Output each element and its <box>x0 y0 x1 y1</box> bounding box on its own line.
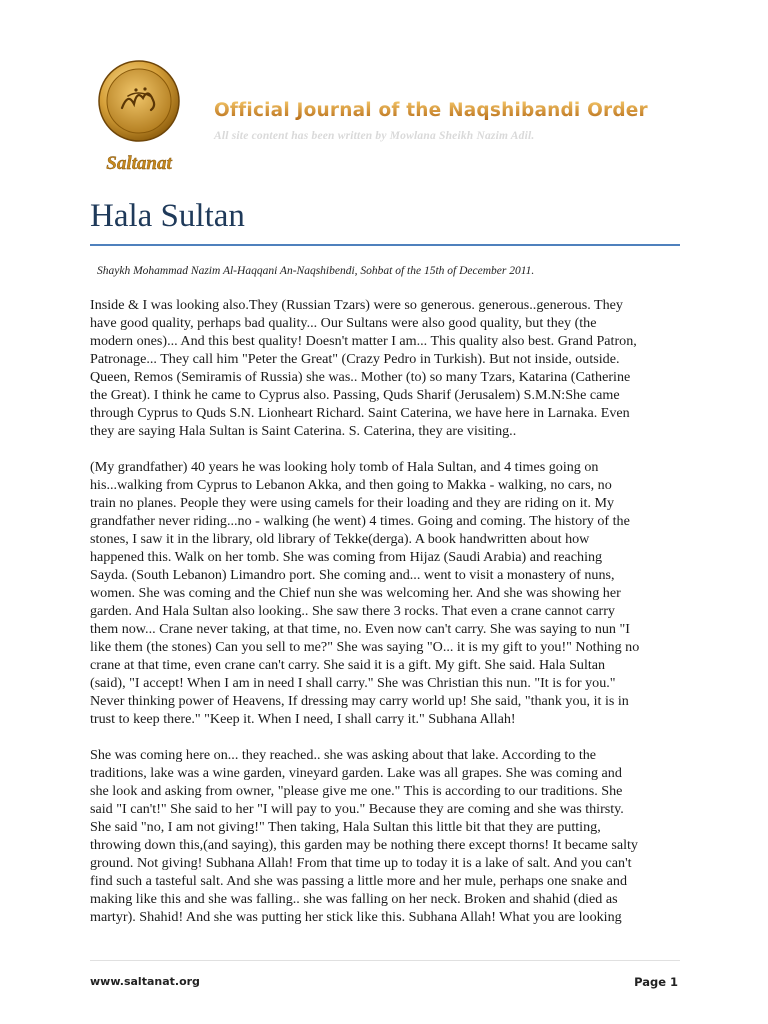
paragraph: (My grandfather) 40 years he was looking holy tomb of Hala Sultan, and 4 times going on his...walking from Cyprus to Lebanon Akka, and then going to Makka - walking, no cars, no train no planes. People they were using camels for their loading and they are riding on it. My grandfather never riding...no - walking (he went) 4 times. Going and coming. The history of the stones, I saw it in the library, old library of Tekke(derga). A book handwritten about how happened this. Walk on her tomb. She was coming from Hijaz (Saudi Arabia) and reaching Sayda. (South Lebanon) Limandro port. She coming and... went to visit a monastery of nuns, women. She was coming and the Chief nun she was welcoming her. And she was showing her garden. And Hala Sultan also looking.. She saw there 3 rocks. That even a crane cannot carry them now... Crane never taking, at that time, no. Even now can't carry. She was saying to nun "I like them (the stones) Can you sell to me?" She was saying "O... it is my gift to you!" Nothing no crane at that time, even crane can't carry. She said it is a gift. My gift. She said. Hala Sultan (said), "I accept! When I am in need I shall carry." She was Christian this nun. "It is for you." Never thinking power of Heavens, If dressing may carry world up! She said, "thank you, it is in trust to keep there." "Keep it. When I need, I shall carry it." Subhana Allah! <box>90 459 640 727</box>
paragraph: She was coming here on... they reached.. she was asking about that lake. According to the traditions, lake was a wine garden, vineyard garden. Lake was all grapes. She was coming and she look and asking from owner, "please give me one." This is according to our traditions. She said "I can't!" She said to her "I will pay to you." Because they are coming and she was thirsty. She said "no, I am not giving!" Then taking, Hala Sultan this little bit that they are putting, throwing down this,(and saying), this garden may be nothing there except thorns! It became salty ground. Not giving! Subhana Allah! From that time up to today it is a lake of salt. And you can't find such a tasteful salt. And she was passing a little more and her mule, perhaps one snake and making like this and she was falling.. she was falling on her neck. Broken and shahid (died as martyr). Shahid! And she was putting her stick like this. Subhana Allah! What you are looking <box>90 747 638 925</box>
page-title: Hala Sultan <box>90 198 245 234</box>
article-body <box>90 296 680 944</box>
page-header <box>0 0 768 190</box>
journal-subtitle: All site content has been written by Mowlana Sheikh Nazim Adil. <box>214 130 535 142</box>
journal-title: Official Journal of the Naqshibandi Order <box>214 100 648 121</box>
footer-divider <box>90 960 680 961</box>
svg-text:Saltanat: Saltanat <box>106 153 172 174</box>
page-number: Page 1 <box>634 975 678 989</box>
title-divider <box>90 244 680 246</box>
footer-url[interactable]: www.saltanat.org <box>90 975 200 988</box>
paragraph: Inside & I was looking also.They (Russian Tzars) were so generous. generous..generous. They have good quality, perhaps bad quality... Our Sultans were also good quality, but they (the modern ones)... And this best quality! Doesn't matter I am... This quality also best. Grand Patron, Patronage... They call him "Peter the Great" (Crazy Pedro in Turkish). But not inside, outside. Queen, Remos (Semiramis of Russia) she was.. Mother (to) so many Tzars, Katarina (Catherine the Great). I think he came to Cyprus also. Passing, Quds Sharif (Jerusalem) S.M.N:She came through Cyprus to Quds S.N. Lionheart Richard. Saint Caterina, we have here in Larnaka. Even they are saying Hala Sultan is Saint Caterina. S. Caterina, they are visiting.. <box>90 297 637 439</box>
byline: Shaykh Mohammad Nazim Al-Haqqani An-Naqshibendi, Sohbat of the 15th of December 2011. <box>97 265 535 277</box>
saltanat-logo <box>98 56 180 176</box>
